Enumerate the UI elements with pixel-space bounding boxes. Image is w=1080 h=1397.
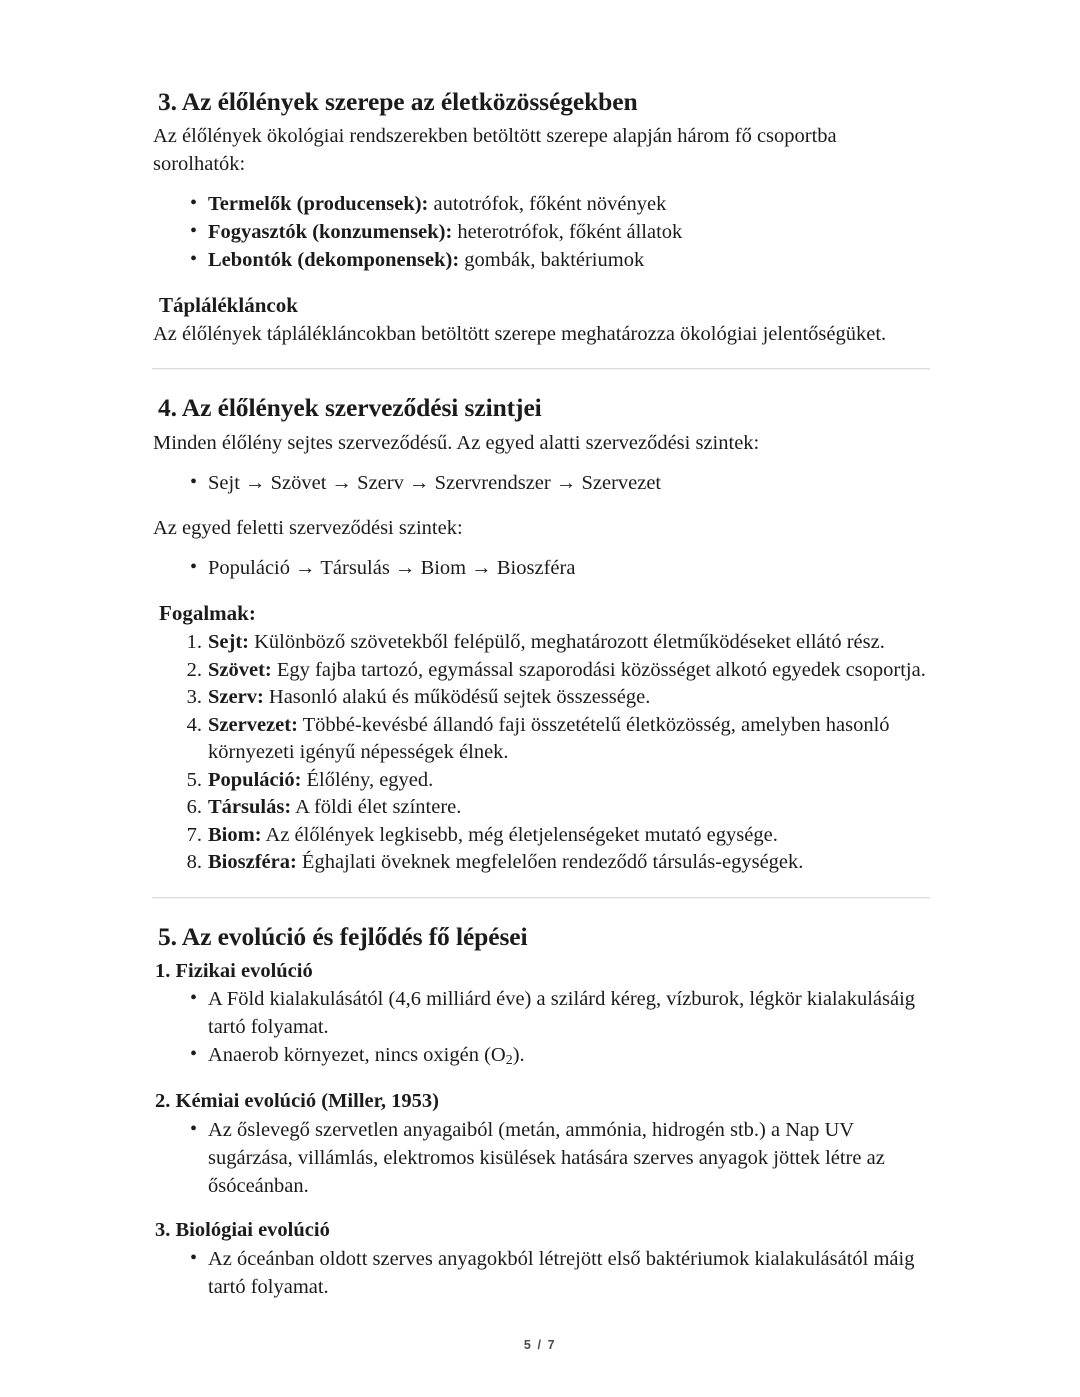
list-item-term: Bioszféra: — [208, 851, 297, 874]
physical-evolution-list — [150, 986, 930, 1071]
list-item — [150, 767, 930, 794]
list-item-text: Az élőlények legkisebb, még életjelenségeket mutató egysége. — [261, 823, 778, 846]
list-item: • A Föld kialakulásától (4,6 milliárd éve) a szilárd kéreg, vízburok, légkör kialakulásáig tartó folyamat. — [150, 986, 930, 1042]
food-chains-text: Az élőlények táplálékláncokban betöltött szerepe meghatározza ökológiai jelentőségüket. — [153, 322, 887, 345]
list-item-term: Szerv: — [208, 686, 264, 709]
list-item-term: Fogyasztók (konzumensek): — [208, 220, 453, 243]
list-item-text: Hasonló alakú és működésű sejtek összessége. — [263, 686, 651, 709]
list-item-term: Populáció: — [208, 768, 302, 791]
list-item — [150, 684, 930, 711]
list-item: • Sejt → Szövet → Szerv → Szervrendszer → Szervezet — [150, 470, 930, 498]
section-4-intro: Minden élőlény sejtes szerveződésű. Az egyed alatti szerveződési szintek: — [153, 431, 760, 454]
list-item-term: Biom: — [208, 823, 262, 846]
list-item — [150, 1042, 930, 1071]
page-number-footer: 5 / 7 — [523, 1338, 557, 1352]
section-4-intro-2: Az egyed feletti szerveződési szintek: — [153, 516, 463, 539]
section-heading-3: 3. Az élőlények szerepe az életközösségekben — [158, 87, 638, 116]
organism-roles-list — [150, 191, 930, 275]
list-item-text: Éghajlati öveknek megfelelően rendeződő társulás-egységek. — [296, 851, 804, 874]
list-item-text: gombák, baktériumok — [459, 248, 645, 271]
list-item — [150, 247, 930, 275]
levels-above-individual-list — [150, 555, 930, 583]
subheading-concepts: Fogalmak: — [159, 601, 256, 626]
list-item — [150, 712, 930, 767]
list-item — [150, 657, 930, 684]
page-content — [150, 86, 930, 1302]
chemical-evolution-list — [150, 1117, 930, 1201]
list-item-term: Szövet: — [208, 658, 272, 681]
list-item — [150, 794, 930, 821]
list-item: • Populáció → Társulás → Biom → Bioszféra — [150, 555, 930, 583]
section-3-intro: Az élőlények ökológiai rendszerekben betöltött szerepe alapján három fő csoportba sorolhatók: — [153, 125, 837, 175]
section-heading-4: 4. Az élőlények szerveződési szintjei — [158, 393, 542, 423]
list-item-text: Élőlény, egyed. — [301, 768, 434, 791]
subheading-food-chains: Táplálékláncok — [159, 292, 298, 317]
list-item-text: Különböző szövetekből felépülő, meghatározott életműködéseket ellátó rész. — [248, 631, 885, 654]
biological-evolution-list — [150, 1246, 930, 1302]
list-item-text: Többé-kevésbé állandó faji összetételű életközösség, amelyben hasonló környezeti igényű népességek élnek. — [208, 713, 890, 764]
list-item-term: Szervezet: — [208, 713, 298, 736]
list-item-term: Sejt: — [208, 631, 249, 654]
list-item-text: autotrófok, főként növények — [428, 193, 667, 216]
list-item — [150, 822, 930, 849]
list-item-text: Anaerob környezet, nincs oxigén $(O_2)$. — [208, 1044, 525, 1069]
levels-below-individual-list — [150, 470, 930, 498]
step-heading-biological-evolution: 3. Biológiai evolúció — [155, 1219, 330, 1242]
list-item-text: Egy fajba tartozó, egymással szaporodási közösséget alkotó egyedek csoportja. — [271, 658, 926, 681]
list-item: • Az óceánban oldott szerves anyagokból létrejött első baktériumok kialakulásától máig tartó folyamat. — [150, 1246, 930, 1302]
list-item — [150, 191, 930, 219]
list-item-text: A földi élet színtere. — [291, 796, 462, 819]
step-heading-physical-evolution: 1. Fizikai evolúció — [155, 959, 313, 982]
list-item — [150, 849, 930, 876]
list-item — [150, 219, 930, 247]
section-heading-5: 5. Az evolúció és fejlődés fő lépései — [158, 921, 528, 951]
step-heading-chemical-evolution: 2. Kémiai evolúció (Miller, 1953) — [155, 1090, 439, 1113]
list-item-term: Termelők (producensek): — [208, 193, 429, 216]
list-item — [150, 629, 930, 656]
list-item-term: Társulás: — [208, 796, 292, 819]
list-item-term: Lebontók (dekomponensek): — [208, 248, 460, 271]
concepts-list — [150, 629, 930, 876]
section-divider-2 — [152, 897, 930, 899]
section-divider-1 — [152, 368, 930, 370]
list-item-text: heterotrófok, főként állatok — [452, 220, 683, 243]
list-item: • Az őslevegő szervetlen anyagaiból (metán, ammónia, hidrogén stb.) a Nap UV sugárzása, villámlás, elektromos kisülések hatására szerves anyagok jöttek létre az ősóceánban. — [150, 1117, 930, 1201]
